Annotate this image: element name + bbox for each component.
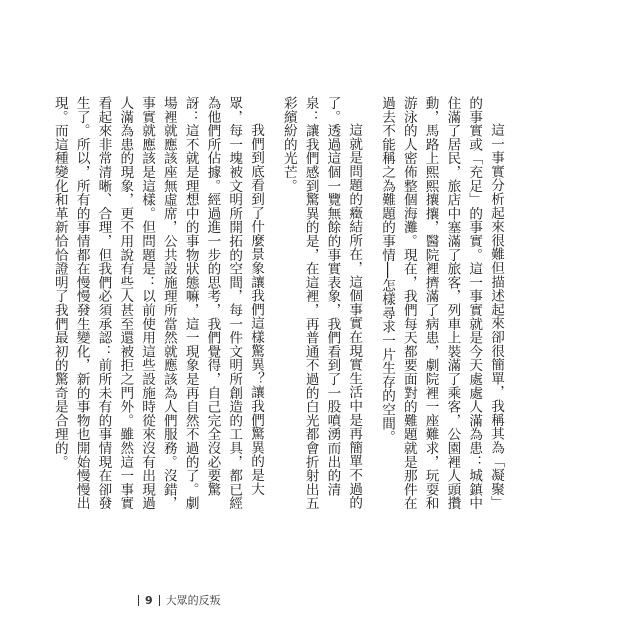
paragraph-3: 我們到底看到了什麼景象讓我們這樣驚異？讓我們驚異的是大眾，每一塊被文明所開拓的空間，每一件文明所創造的工具，都已經為他們所佔據。經過進一步的思考，我們覺得，自己完全沒必要驚訝：這不就是理想中的事物狀態嘛，這一現象是再自然不過的了。劇場裡就應該座無虛席，公共設施理所當然就應該為人們服務。沒錯，事實就應該是這樣。但問題是：以前使用這些設施時從來沒有出現過人滿為患的現象，更不用說有些人甚至還被拒之門外。雖然這一事實看起來非常清晰、合理，但我們必須承認：前所未有的事情現在卻發生了。所以，所有的事情都在慢慢發生變化，新的事物也開始慢慢出現。而這種變化和革新恰恰證明了我們最初的驚奇是合理的。 xyxy=(51,96,265,510)
footer-divider-left xyxy=(138,595,139,606)
footer-divider-right xyxy=(159,595,160,606)
page-number: 9 xyxy=(145,593,153,607)
paragraph-1: 這一事實分析起來很難但描述起來卻很簡單，我稱其為「凝聚」的事實或「充足」的事實。這一事實就是今天處處人滿為患：城鎮中住滿了居民，旅店中塞滿了旅客，列車上裝滿了乘客，公園裡人頭攢動，馬路上熙熙攘攘，醫院裡擠滿了病患，劇院裡一座難求，玩耍和游泳的人密佈整個海灘。現在，我們每天都要面對的難題就是那件在過去不能稱之為難題的事情──怎樣尋求一片生存的空間。 xyxy=(379,96,504,510)
body-text xyxy=(51,96,506,516)
page-footer xyxy=(132,592,221,608)
book-title: 大眾的反叛 xyxy=(165,594,221,607)
paragraph-2: 這就是問題的癥結所在，這個事實在現實生活中是再簡單不過的了。透過這個一覽無餘的事實表象，我們看到了一股噴湧而出的清泉：讓我們感到驚異的是，在這裡，再普通不過的白光都會折射出五彩繽紛的光芒。 xyxy=(280,96,363,510)
